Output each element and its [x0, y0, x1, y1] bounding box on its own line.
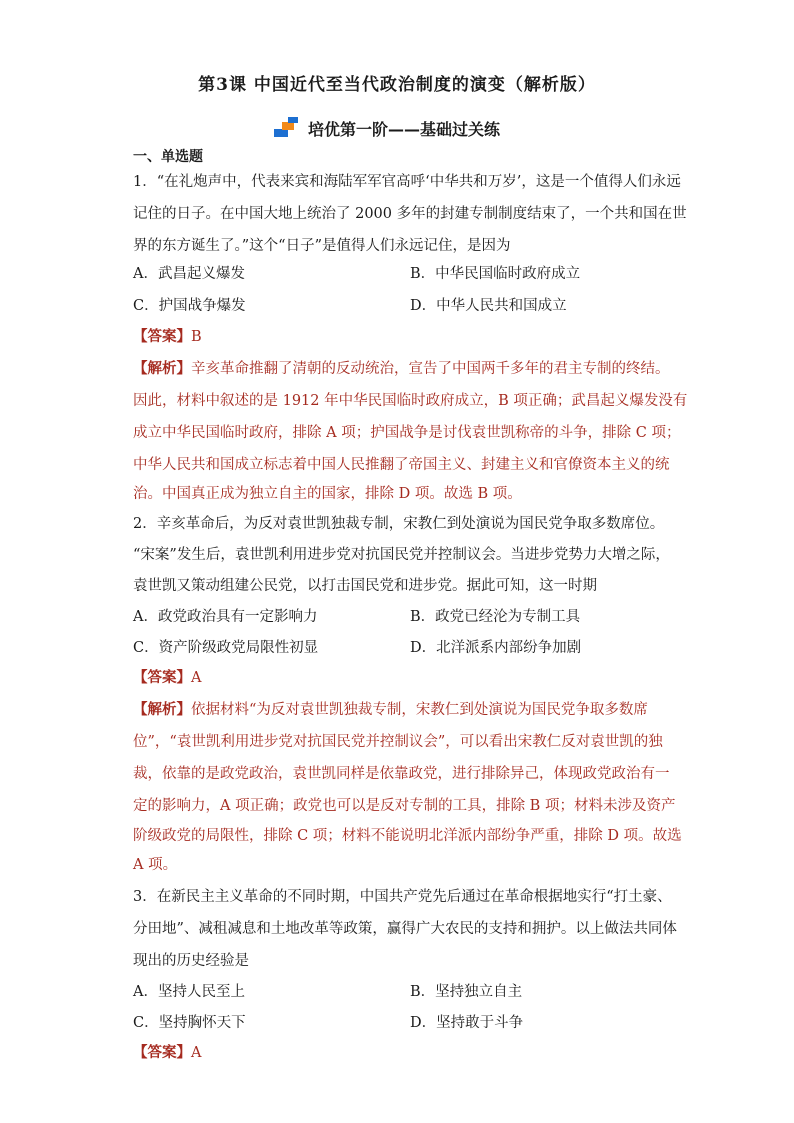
q3-stem-line: 3．在新民主主义革命的不同时期，中国共产党先后通过在革命根据地实行“打土豪、 [133, 889, 672, 905]
answer-value: A [191, 670, 202, 686]
q2-stem-line: 2．辛亥革命后，为反对袁世凯独裁专制，宋教仁到处演说为国民党争取多数席位。 [133, 516, 665, 532]
q3-answer [133, 1043, 201, 1063]
q2-analysis-line: 位”，“袁世凯利用进步党对抗国民党并控制议会”，可以看出宋教仁反对袁世凯的独 [133, 734, 663, 750]
q2-analysis-line: A 项。 [133, 857, 178, 873]
analysis-text: 辛亥革命推翻了清朝的反动统治，宣告了中国两千多年的君主专制的终结。 [191, 361, 670, 377]
q2-analysis-line: 定的影响力，A 项正确；政党也可以是反对专制的工具，排除 B 项；材料未涉及资产 [133, 798, 676, 814]
answer-value: A [191, 1045, 202, 1061]
answer-value: B [191, 329, 202, 345]
q1-stem-line: 记住的日子。在中国大地上统治了 2000 多年的封建专制制度结束了，一个共和国在世 [133, 206, 687, 222]
q3-option-a: A．坚持人民至上 [133, 984, 245, 1000]
page-title: 第3课 中国近代至当代政治制度的演变（解析版） [198, 75, 596, 95]
steps-logo-icon [274, 117, 300, 139]
q2-analysis-line: 阶级政党的局限性，排除 C 项；材料不能说明北洋派内部纷争严重，排除 D 项。故选 [133, 828, 682, 844]
answer-tag: 【答案】 [133, 1044, 191, 1061]
q2-option-a: A．政党政治具有一定影响力 [133, 609, 318, 625]
q2-analysis-line: 裁，依靠的是政党政治，袁世凯同样是依靠政党，进行排除异己，体现政党政治有一 [133, 766, 670, 782]
q1-answer [133, 327, 202, 347]
section-heading: 一、单选题 [133, 149, 203, 165]
answer-tag: 【答案】 [133, 669, 191, 686]
q1-analysis-line: 治。中国真正成为独立自主的国家，排除 D 项。故选 B 项。 [133, 486, 522, 502]
q1-analysis-line: 因此，材料中叙述的是 1912 年中华民国临时政府成立，B 项正确；武昌起义爆发没有 [133, 393, 688, 409]
q2-stem-line: 袁世凯又策动组建公民党，以打击国民党和进步党。据此可知，这一时期 [133, 578, 597, 594]
q2-option-d: D．北洋派系内部纷争加剧 [410, 640, 582, 656]
q2-answer [133, 668, 201, 688]
level-heading [274, 116, 500, 140]
q2-option-b: B．政党已经沦为专制工具 [410, 609, 581, 625]
q1-option-c: C．护国战争爆发 [133, 298, 246, 314]
q2-analysis-line [133, 700, 648, 720]
q1-stem-line: 界的东方诞生了。”这个“日子”是值得人们永远记住，是因为 [133, 238, 511, 254]
q2-stem-line: “宋案”发生后，袁世凯利用进步党对抗国民党并控制议会。当进步党势力大增之际， [133, 547, 670, 563]
q3-option-c: C．坚持胸怀天下 [133, 1015, 246, 1031]
q1-analysis-line: 成立中华民国临时政府，排除 A 项；护国战争是讨伐袁世凯称帝的斗争，排除 C 项； [133, 425, 681, 441]
analysis-text: 依据材料“为反对袁世凯独裁专制，宋教仁到处演说为国民党争取多数席 [191, 702, 648, 718]
q3-option-d: D．坚持敢于斗争 [410, 1015, 524, 1031]
answer-tag: 【答案】 [133, 328, 191, 345]
q1-option-a: A．武昌起义爆发 [133, 266, 245, 282]
q1-analysis-line [133, 359, 670, 379]
q1-stem-line: 1．“在礼炮声中，代表来宾和海陆军军官高呼‘中华共和万岁’，这是一个值得人们永远 [133, 174, 681, 190]
q1-option-d: D．中华人民共和国成立 [410, 298, 567, 314]
q2-option-c: C．资产阶级政党局限性初显 [133, 640, 319, 656]
q3-option-b: B．坚持独立自主 [410, 984, 523, 1000]
q3-stem-line: 分田地”、减租减息和土地改革等政策，赢得广大农民的支持和拥护。以上做法共同体 [133, 921, 677, 937]
level-heading-text: 培优第一阶——基础过关练 [308, 119, 501, 139]
analysis-tag: 【解析】 [133, 360, 191, 377]
q1-option-b: B．中华民国临时政府成立 [410, 266, 581, 282]
q3-stem-line: 现出的历史经验是 [133, 953, 249, 969]
analysis-tag: 【解析】 [133, 701, 191, 718]
q1-analysis-line: 中华人民共和国成立标志着中国人民推翻了帝国主义、封建主义和官僚资本主义的统 [133, 457, 670, 473]
